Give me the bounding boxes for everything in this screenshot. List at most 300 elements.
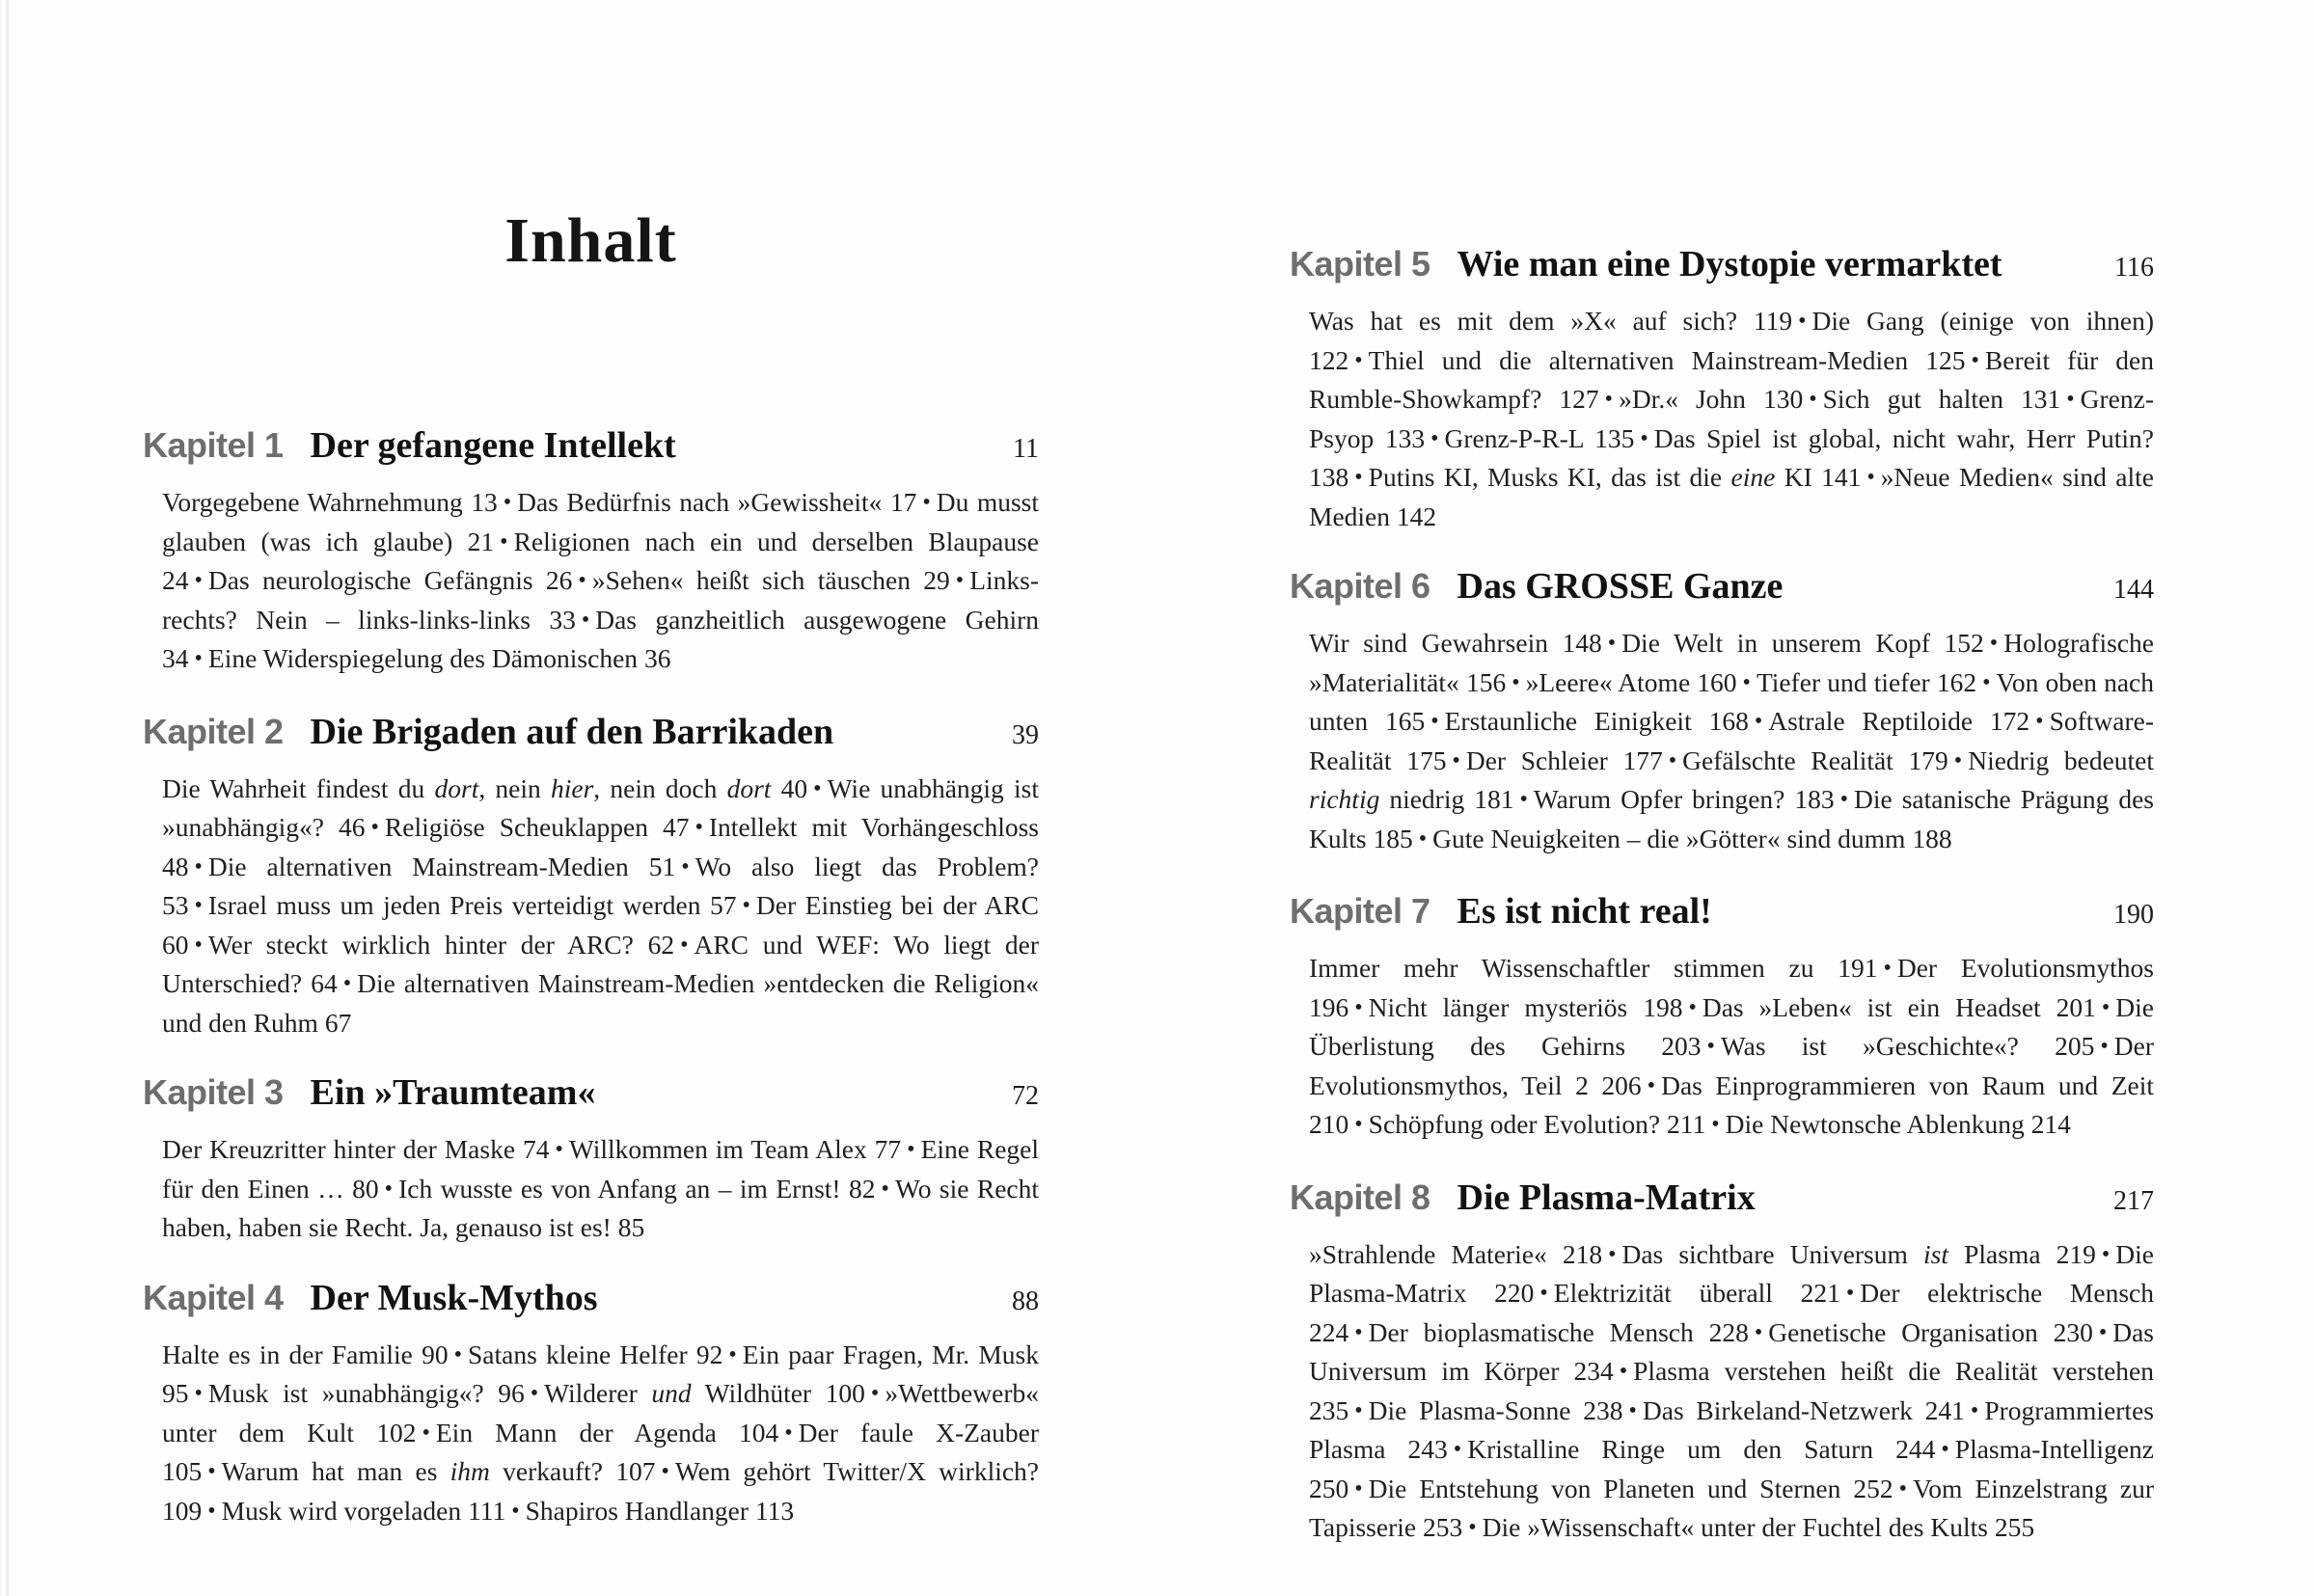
chapter-title: Der gefangene Intellekt bbox=[310, 425, 676, 466]
toc-entry: Wo also liegt das Problem? 53 bbox=[162, 851, 1040, 920]
entry-page-number: 219 bbox=[2056, 1238, 2096, 1269]
toc-entry: Astrale Reptiloide 172 bbox=[1768, 706, 2030, 736]
toc-entry: Du musst glauben (was ich glaube) 21 bbox=[162, 487, 1039, 556]
page-edge-line bbox=[6, 0, 9, 1596]
entry-page-number: 113 bbox=[754, 1495, 795, 1526]
toc-entry: Plasma-Intelligenz 250 bbox=[1309, 1434, 2154, 1503]
chapter-title: Der Musk-Mythos bbox=[310, 1277, 598, 1318]
chapter-section bbox=[143, 422, 1039, 680]
entry-page-number: 36 bbox=[643, 643, 671, 673]
toc-entry: Links-rechts? Nein – links-links-links 33 bbox=[162, 565, 1039, 635]
toc-entry: Satans kleine Helfer 92 bbox=[467, 1339, 723, 1369]
bullet-separator: • bbox=[342, 971, 352, 996]
bullet-separator: • bbox=[2035, 709, 2044, 734]
bullet-separator: • bbox=[1604, 387, 1614, 412]
entry-page-number: 152 bbox=[1944, 628, 1984, 658]
chapter-entries bbox=[1290, 950, 2154, 1146]
chapter-section bbox=[143, 1275, 1039, 1532]
entry-page-number: 64 bbox=[311, 968, 338, 998]
entry-page-number: 33 bbox=[549, 604, 576, 635]
toc-entry: Das ganzheitlich ausgewogene Gehirn 34 bbox=[162, 604, 1039, 673]
bullet-separator: • bbox=[500, 528, 508, 555]
bullet-separator: • bbox=[530, 1381, 539, 1406]
toc-entry: Grenz-P-R-L 135 bbox=[1444, 422, 1635, 453]
bullet-separator: • bbox=[422, 1420, 430, 1446]
toc-entry: Warum hat man es ihm verkauft? 107 bbox=[221, 1456, 656, 1486]
toc-entry: Bereit für den Rumble-Showkampf? 127 bbox=[1309, 344, 2155, 414]
entry-page-number: 26 bbox=[545, 565, 573, 595]
entry-page-number: 241 bbox=[1924, 1394, 1965, 1425]
bullet-separator: • bbox=[1354, 1112, 1363, 1137]
entry-page-number: 211 bbox=[1666, 1109, 1706, 1139]
toc-entry: Das Birkeland-Netzwerk 241 bbox=[1642, 1394, 1965, 1425]
toc-entry: Was ist »Geschichte«? 205 bbox=[1720, 1031, 2095, 1061]
chapter-entries bbox=[143, 484, 1039, 680]
toc-entry: Die satanische Prägung des Kults 185 bbox=[1309, 784, 2154, 853]
bullet-separator: • bbox=[1754, 709, 1763, 734]
toc-entry: »Sehen« heißt sich täuschen 29 bbox=[591, 565, 950, 595]
toc-entry: Holografische »Materialität« 156 bbox=[1309, 628, 2154, 697]
toc-entry: Gute Neuigkeiten – die »Götter« sind dumm 188 bbox=[1432, 823, 1952, 853]
bullet-separator: • bbox=[1706, 1034, 1715, 1059]
entry-page-number: 162 bbox=[1936, 666, 1977, 697]
chapter-label: Kapitel 1 bbox=[143, 425, 284, 465]
bullet-separator: • bbox=[1742, 669, 1751, 695]
toc-entry: Wie unabhängig ist »unabhängig«? 46 bbox=[162, 772, 1039, 842]
bullet-separator: • bbox=[503, 490, 512, 515]
chapter-title: Die Plasma-Matrix bbox=[1457, 1177, 1756, 1218]
entry-page-number: 34 bbox=[162, 643, 189, 673]
bullet-separator: • bbox=[784, 1420, 793, 1446]
toc-entry: »Wettbewerb« unter dem Kult 102 bbox=[162, 1378, 1039, 1447]
entry-page-number: 47 bbox=[662, 812, 690, 842]
bullet-separator: • bbox=[1845, 1281, 1855, 1306]
chapter-section bbox=[1290, 1175, 2154, 1549]
chapter-section bbox=[143, 1069, 1039, 1246]
chapter-heading bbox=[1290, 1175, 2154, 1225]
entry-page-number: 90 bbox=[422, 1339, 449, 1369]
chapter-heading bbox=[1290, 241, 2154, 291]
toc-entry: Tiefer und tiefer 162 bbox=[1756, 666, 1977, 697]
entry-page-number: 92 bbox=[695, 1339, 723, 1369]
entry-page-number: 250 bbox=[1309, 1473, 1349, 1503]
entry-page-number: 109 bbox=[162, 1495, 203, 1526]
toc-entry: Musk wird vorgeladen 111 bbox=[221, 1495, 506, 1526]
toc-entry: Der Schleier 177 bbox=[1465, 744, 1663, 775]
entry-page-number: 203 bbox=[1661, 1031, 1702, 1061]
chapter-label: Kapitel 4 bbox=[143, 1277, 284, 1317]
toc-entry: »Strahlende Materie« 218 bbox=[1309, 1238, 1603, 1269]
toc-entry: Israel muss um jeden Preis verteidigt werden 57 bbox=[207, 890, 737, 920]
chapter-title: Es ist nicht real! bbox=[1457, 891, 1712, 932]
bullet-separator: • bbox=[813, 775, 822, 801]
entry-page-number: 255 bbox=[1994, 1512, 2035, 1542]
toc-entry: Eine Widerspiegelung des Dämonischen 36 bbox=[207, 643, 671, 673]
entry-page-number: 13 bbox=[471, 487, 498, 517]
entry-page-number: 141 bbox=[1821, 462, 1862, 492]
chapter-list-left bbox=[143, 422, 1039, 1531]
page-scan-edge bbox=[0, 0, 2, 1596]
toc-entry: Der faule X-Zauber 105 bbox=[162, 1417, 1040, 1486]
chapter-page-number: 39 bbox=[1012, 719, 1039, 750]
chapter-title: Ein »Traumteam« bbox=[310, 1072, 596, 1113]
toc-entry: Plasma verstehen heißt die Realität verstehen 235 bbox=[1309, 1356, 2155, 1425]
chapter-page-number: 116 bbox=[2114, 253, 2154, 283]
entry-page-number: 111 bbox=[468, 1495, 506, 1526]
bullet-separator: • bbox=[2066, 387, 2075, 412]
bullet-separator: • bbox=[742, 893, 750, 918]
entry-page-number: 21 bbox=[467, 526, 495, 556]
toc-entry: Schöpfung oder Evolution? 211 bbox=[1368, 1109, 1706, 1139]
bullet-separator: • bbox=[1452, 747, 1460, 773]
entry-page-number: 188 bbox=[1912, 823, 1952, 853]
entry-page-number: 205 bbox=[2055, 1031, 2095, 1061]
entry-page-number: 228 bbox=[1708, 1316, 1749, 1347]
bullet-separator: • bbox=[1866, 465, 1875, 490]
toc-entry: Die Entstehung von Planeten und Sternen 252 bbox=[1368, 1473, 1893, 1503]
chapter-label: Kapitel 2 bbox=[143, 711, 284, 751]
toc-entry: Die Plasma-Sonne 238 bbox=[1368, 1394, 1623, 1425]
entry-page-number: 172 bbox=[1989, 706, 2030, 736]
bullet-separator: • bbox=[1468, 1515, 1477, 1540]
bullet-separator: • bbox=[194, 568, 203, 593]
toc-entry: Die Überlistung des Gehirns 203 bbox=[1309, 991, 2154, 1061]
toc-entry: Das »Leben« ist ein Headset 201 bbox=[1702, 991, 2096, 1022]
chapter-title: Wie man eine Dystopie vermarktet bbox=[1457, 244, 2002, 284]
chapter-entries bbox=[143, 1131, 1039, 1246]
entry-page-number: 57 bbox=[710, 890, 737, 920]
entry-page-number: 82 bbox=[849, 1173, 876, 1204]
entry-page-number: 156 bbox=[1465, 666, 1507, 697]
bullet-separator: • bbox=[194, 1381, 203, 1406]
bullet-separator: • bbox=[1354, 347, 1363, 373]
bullet-separator: • bbox=[1953, 747, 1963, 773]
entry-page-number: 62 bbox=[647, 929, 675, 960]
chapter-label: Kapitel 5 bbox=[1290, 244, 1430, 284]
bullet-separator: • bbox=[1512, 669, 1520, 695]
toc-entry: Der elektrische Mensch 224 bbox=[1309, 1278, 2154, 1347]
toc-entry: Niedrig bedeutet richtig niedrig 181 bbox=[1309, 744, 2155, 814]
bullet-separator: • bbox=[1453, 1437, 1462, 1462]
entry-page-number: 177 bbox=[1622, 744, 1663, 775]
bullet-separator: • bbox=[907, 1137, 915, 1162]
bullet-separator: • bbox=[1711, 1112, 1720, 1137]
bullet-separator: • bbox=[1519, 787, 1528, 812]
toc-entry: Die Plasma-Matrix 220 bbox=[1309, 1238, 2154, 1308]
bullet-separator: • bbox=[1539, 1281, 1548, 1306]
chapter-entries bbox=[143, 771, 1039, 1041]
entry-page-number: 77 bbox=[874, 1134, 902, 1164]
chapter-page-number: 217 bbox=[2113, 1185, 2154, 1216]
bullet-separator: • bbox=[870, 1381, 880, 1406]
entry-page-number: 168 bbox=[1708, 706, 1749, 736]
entry-page-number: 100 bbox=[825, 1378, 865, 1408]
toc-entry: »Dr.« John 130 bbox=[1619, 384, 1804, 414]
bullet-separator: • bbox=[1354, 1397, 1363, 1423]
entry-page-number: 210 bbox=[1309, 1109, 1349, 1139]
toc-entry: Das neurologische Gefängnis 26 bbox=[207, 565, 573, 595]
toc-entry: Wilderer und Wildhüter 100 bbox=[544, 1378, 865, 1408]
bullet-separator: • bbox=[1607, 631, 1617, 656]
entry-page-number: 201 bbox=[2056, 991, 2096, 1022]
toc-entry: Wo sie Recht haben, haben sie Recht. Ja, genauso ist es! 85 bbox=[162, 1173, 1040, 1242]
chapter-page-number: 190 bbox=[2113, 900, 2154, 930]
toc-entry: Sich gut halten 131 bbox=[1822, 384, 2061, 414]
entry-page-number: 17 bbox=[889, 487, 917, 517]
bullet-separator: • bbox=[922, 490, 931, 515]
bullet-separator: • bbox=[1668, 747, 1677, 773]
entry-page-number: 85 bbox=[617, 1212, 645, 1242]
entry-page-number: 198 bbox=[1643, 991, 1683, 1022]
entry-page-number: 125 bbox=[1925, 344, 1966, 375]
entry-page-number: 107 bbox=[615, 1456, 656, 1486]
entry-page-number: 67 bbox=[324, 1007, 352, 1038]
toc-entry: Wer steckt wirklich hinter der ARC? 62 bbox=[207, 929, 675, 960]
toc-entry: Vom Einzelstrang zur Tapisserie 253 bbox=[1309, 1473, 2155, 1542]
bullet-separator: • bbox=[1354, 1319, 1363, 1345]
toc-entry: Ein paar Fragen, Mr. Musk 95 bbox=[162, 1339, 1040, 1408]
toc-entry: Nicht länger mysteriös 198 bbox=[1368, 991, 1683, 1022]
toc-entry: Die alternativen Mainstream-Medien »entdecken die Religion« und den Ruhm 67 bbox=[162, 968, 1039, 1038]
entry-page-number: 148 bbox=[1562, 628, 1602, 658]
bullet-separator: • bbox=[1619, 1359, 1628, 1384]
chapter-label: Kapitel 8 bbox=[1290, 1177, 1430, 1217]
entry-page-number: 230 bbox=[2053, 1316, 2093, 1347]
entry-page-number: 214 bbox=[2030, 1109, 2071, 1139]
entry-page-number: 102 bbox=[376, 1417, 417, 1447]
chapter-label: Kapitel 7 bbox=[1290, 891, 1430, 931]
toc-entry: Thiel und die alternativen Mainstream-Medien 125 bbox=[1368, 344, 1966, 375]
bullet-separator: • bbox=[694, 815, 703, 840]
bullet-separator: • bbox=[1883, 956, 1892, 981]
bullet-separator: • bbox=[1628, 1397, 1637, 1423]
toc-entry: Die alternativen Mainstream-Medien 51 bbox=[207, 851, 676, 881]
entry-page-number: 234 bbox=[1573, 1356, 1614, 1386]
bullet-separator: • bbox=[1798, 309, 1807, 334]
entry-page-number: 252 bbox=[1853, 1473, 1893, 1503]
entry-page-number: 105 bbox=[162, 1456, 203, 1486]
entry-page-number: 238 bbox=[1583, 1394, 1623, 1425]
toc-entry: Intellekt mit Vorhängeschloss 48 bbox=[162, 812, 1039, 881]
chapter-heading bbox=[143, 709, 1039, 759]
bullet-separator: • bbox=[581, 607, 590, 633]
toc-entry: Gefälschte Realität 179 bbox=[1682, 744, 1948, 775]
entry-page-number: 122 bbox=[1309, 344, 1349, 375]
entry-page-number: 221 bbox=[1800, 1278, 1840, 1308]
entry-page-number: 24 bbox=[162, 565, 189, 595]
entry-page-number: 127 bbox=[1559, 384, 1599, 414]
toc-entry: Wem gehört Twitter/X wirklich? 109 bbox=[162, 1456, 1040, 1526]
toc-entry: Der bioplasmatische Mensch 228 bbox=[1368, 1316, 1749, 1347]
bullet-separator: • bbox=[681, 853, 690, 879]
bullet-separator: • bbox=[728, 1341, 737, 1367]
entry-page-number: 142 bbox=[1396, 500, 1437, 531]
entry-page-number: 165 bbox=[1384, 706, 1426, 736]
toc-entry: Die Welt in unserem Kopf 152 bbox=[1621, 628, 1984, 658]
toc-entry: Der Evolutionsmythos 196 bbox=[1309, 953, 2154, 1022]
toc-entry: Wir sind Gewahrsein 148 bbox=[1309, 628, 1602, 658]
bullet-separator: • bbox=[1809, 387, 1817, 412]
toc-entry: Shapiros Handlanger 113 bbox=[525, 1495, 795, 1526]
toc-entry: Das Spiel ist global, nicht wahr, Herr Putin? 138 bbox=[1309, 422, 2154, 492]
entry-page-number: 131 bbox=[2021, 384, 2061, 414]
toc-entry: Die Wahrheit findest du dort, nein hier, nein doch dort 40 bbox=[162, 772, 808, 803]
bullet-separator: • bbox=[1941, 1437, 1949, 1462]
entry-page-number: 53 bbox=[162, 890, 189, 920]
bullet-separator: • bbox=[555, 1137, 563, 1162]
toc-entry: Willkommen im Team Alex 77 bbox=[568, 1134, 902, 1164]
bullet-separator: • bbox=[1971, 347, 1979, 373]
bullet-separator: • bbox=[1430, 425, 1439, 451]
toc-entry: Software-Realität 175 bbox=[1309, 706, 2154, 775]
toc-entry: Grenz-Psyop 133 bbox=[1309, 384, 2154, 453]
chapter-title: Das GROSSE Ganze bbox=[1457, 566, 1784, 607]
toc-entry: Kristalline Ringe um den Saturn 244 bbox=[1467, 1434, 1936, 1464]
entry-page-number: 135 bbox=[1594, 422, 1635, 453]
entry-page-number: 51 bbox=[648, 851, 676, 881]
toc-entry: Die Newtonsche Ablenkung 214 bbox=[1725, 1109, 2071, 1139]
entry-page-number: 60 bbox=[162, 929, 189, 960]
entry-page-number: 175 bbox=[1406, 744, 1447, 775]
chapter-list-right bbox=[1290, 241, 2154, 1549]
bullet-separator: • bbox=[1354, 465, 1363, 490]
entry-page-number: 74 bbox=[522, 1134, 550, 1164]
toc-entry: Der Kreuzritter hinter der Maske 74 bbox=[162, 1134, 550, 1164]
bullet-separator: • bbox=[207, 1498, 216, 1524]
bullet-separator: • bbox=[1970, 1397, 1979, 1423]
entry-page-number: 80 bbox=[352, 1173, 379, 1204]
entry-page-number: 40 bbox=[780, 772, 808, 803]
toc-entry: »Neue Medien« sind alte Medien 142 bbox=[1309, 462, 2154, 531]
toc-entry: Die »Wissenschaft« unter der Fuchtel des Kults 255 bbox=[1482, 1512, 2035, 1542]
bullet-separator: • bbox=[1898, 1475, 1907, 1501]
entry-page-number: 130 bbox=[1762, 384, 1804, 414]
bullet-separator: • bbox=[1647, 1072, 1656, 1098]
bullet-separator: • bbox=[1354, 1475, 1363, 1501]
bullet-separator: • bbox=[578, 568, 586, 593]
entry-page-number: 220 bbox=[1494, 1278, 1535, 1308]
toc-entry: »Leere« Atome 160 bbox=[1525, 666, 1737, 697]
chapter-title: Die Brigaden auf den Barrikaden bbox=[310, 711, 834, 752]
toc-entry: Das Bedürfnis nach »Gewissheit« 17 bbox=[517, 487, 917, 517]
bullet-separator: • bbox=[1989, 631, 1999, 656]
chapter-page-number: 144 bbox=[2113, 575, 2154, 605]
chapter-heading bbox=[143, 1275, 1039, 1325]
bullet-separator: • bbox=[955, 568, 965, 593]
toc-entry: Von oben nach unten 165 bbox=[1309, 666, 2154, 736]
toc-entry: Musk ist »unabhängig«? 96 bbox=[207, 1378, 525, 1408]
chapter-page-number: 88 bbox=[1012, 1285, 1039, 1316]
chapter-section bbox=[1290, 241, 2154, 534]
chapter-heading bbox=[1290, 563, 2154, 613]
bullet-separator: • bbox=[194, 853, 203, 879]
toc-entry: Das Universum im Körper 234 bbox=[1309, 1316, 2154, 1386]
toc-entry: Eine Regel für den Einen … 80 bbox=[162, 1134, 1040, 1204]
toc-entry: Die Gang (einige von ihnen) 122 bbox=[1309, 306, 2154, 375]
bullet-separator: • bbox=[511, 1498, 520, 1524]
toc-entry: Warum Opfer bringen? 183 bbox=[1533, 784, 1835, 814]
entry-page-number: 46 bbox=[338, 812, 366, 842]
bullet-separator: • bbox=[1839, 787, 1849, 812]
bullet-separator: • bbox=[2101, 994, 2111, 1020]
toc-right-page bbox=[1290, 0, 2154, 1549]
toc-entry: Religionen nach ein und derselben Blaupause 24 bbox=[162, 526, 1039, 595]
toc-entry: Religiöse Scheuklappen 47 bbox=[384, 812, 690, 842]
toc-entry: Putins KI, Musks KI, das ist die eine KI 141 bbox=[1368, 462, 1862, 492]
bullet-separator: • bbox=[453, 1341, 462, 1367]
bullet-separator: • bbox=[194, 932, 203, 958]
bullet-separator: • bbox=[1354, 994, 1363, 1020]
toc-entry: Genetische Organisation 230 bbox=[1768, 1316, 2093, 1347]
entry-page-number: 244 bbox=[1895, 1434, 1936, 1464]
chapter-heading bbox=[143, 1069, 1039, 1120]
entry-page-number: 29 bbox=[923, 565, 950, 595]
bullet-separator: • bbox=[370, 815, 379, 840]
chapter-label: Kapitel 3 bbox=[143, 1072, 284, 1112]
bullet-separator: • bbox=[1982, 669, 1991, 695]
chapter-label: Kapitel 6 bbox=[1290, 566, 1430, 606]
toc-entry: ARC und WEF: Wo liegt der Unterschied? 64 bbox=[162, 929, 1039, 998]
entry-page-number: 243 bbox=[1407, 1434, 1448, 1464]
entry-page-number: 191 bbox=[1838, 953, 1878, 983]
toc-entry: Ein Mann der Agenda 104 bbox=[435, 1417, 779, 1447]
chapter-page-number: 72 bbox=[1012, 1081, 1039, 1111]
toc-entry: Der Evolutionsmythos, Teil 2 206 bbox=[1309, 1031, 2154, 1100]
entry-page-number: 196 bbox=[1309, 991, 1349, 1022]
chapter-page-number: 11 bbox=[1013, 434, 1039, 464]
entry-page-number: 96 bbox=[498, 1378, 525, 1408]
entry-page-number: 185 bbox=[1373, 823, 1413, 853]
entry-page-number: 48 bbox=[162, 851, 189, 881]
entry-page-number: 183 bbox=[1794, 784, 1835, 814]
bullet-separator: • bbox=[207, 1459, 216, 1484]
entry-page-number: 133 bbox=[1384, 422, 1426, 453]
page-title: Inhalt bbox=[504, 205, 677, 276]
entry-page-number: 224 bbox=[1309, 1316, 1349, 1347]
bullet-separator: • bbox=[2098, 1319, 2108, 1345]
bullet-separator: • bbox=[2101, 1241, 2111, 1267]
entry-page-number: 138 bbox=[1309, 462, 1349, 492]
chapter-section bbox=[1290, 888, 2154, 1146]
toc-entry: Programmiertes Plasma 243 bbox=[1309, 1394, 2154, 1464]
bullet-separator: • bbox=[194, 646, 203, 671]
bullet-separator: • bbox=[1640, 425, 1648, 451]
bullet-separator: • bbox=[1430, 709, 1439, 734]
entry-page-number: 253 bbox=[1422, 1512, 1463, 1542]
toc-entry: Halte es in der Familie 90 bbox=[162, 1339, 449, 1369]
chapter-heading bbox=[1290, 888, 2154, 938]
bullet-separator: • bbox=[1688, 994, 1697, 1020]
bullet-separator: • bbox=[194, 893, 203, 918]
bullet-separator: • bbox=[1418, 825, 1428, 852]
chapter-entries bbox=[143, 1337, 1039, 1532]
toc-entry: Der Einstieg bei der ARC 60 bbox=[162, 890, 1039, 960]
toc-entry: Vorgegebene Wahrnehmung 13 bbox=[162, 487, 498, 517]
entry-page-number: 218 bbox=[1562, 1238, 1603, 1269]
toc-left-page bbox=[143, 0, 1039, 1531]
toc-entry: Ich wusste es von Anfang an – im Ernst! 82 bbox=[398, 1173, 876, 1204]
chapter-section bbox=[1290, 563, 2154, 859]
bullet-separator: • bbox=[384, 1176, 394, 1202]
entry-page-number: 181 bbox=[1474, 784, 1514, 814]
bullet-separator: • bbox=[1608, 1241, 1617, 1267]
bullet-separator: • bbox=[881, 1176, 889, 1202]
entry-page-number: 206 bbox=[1601, 1069, 1642, 1100]
bullet-separator: • bbox=[680, 932, 689, 958]
entry-page-number: 235 bbox=[1309, 1394, 1349, 1425]
toc-entry: Das Einprogrammieren von Raum und Zeit 210 bbox=[1309, 1069, 2154, 1139]
entry-page-number: 119 bbox=[1753, 306, 1793, 336]
